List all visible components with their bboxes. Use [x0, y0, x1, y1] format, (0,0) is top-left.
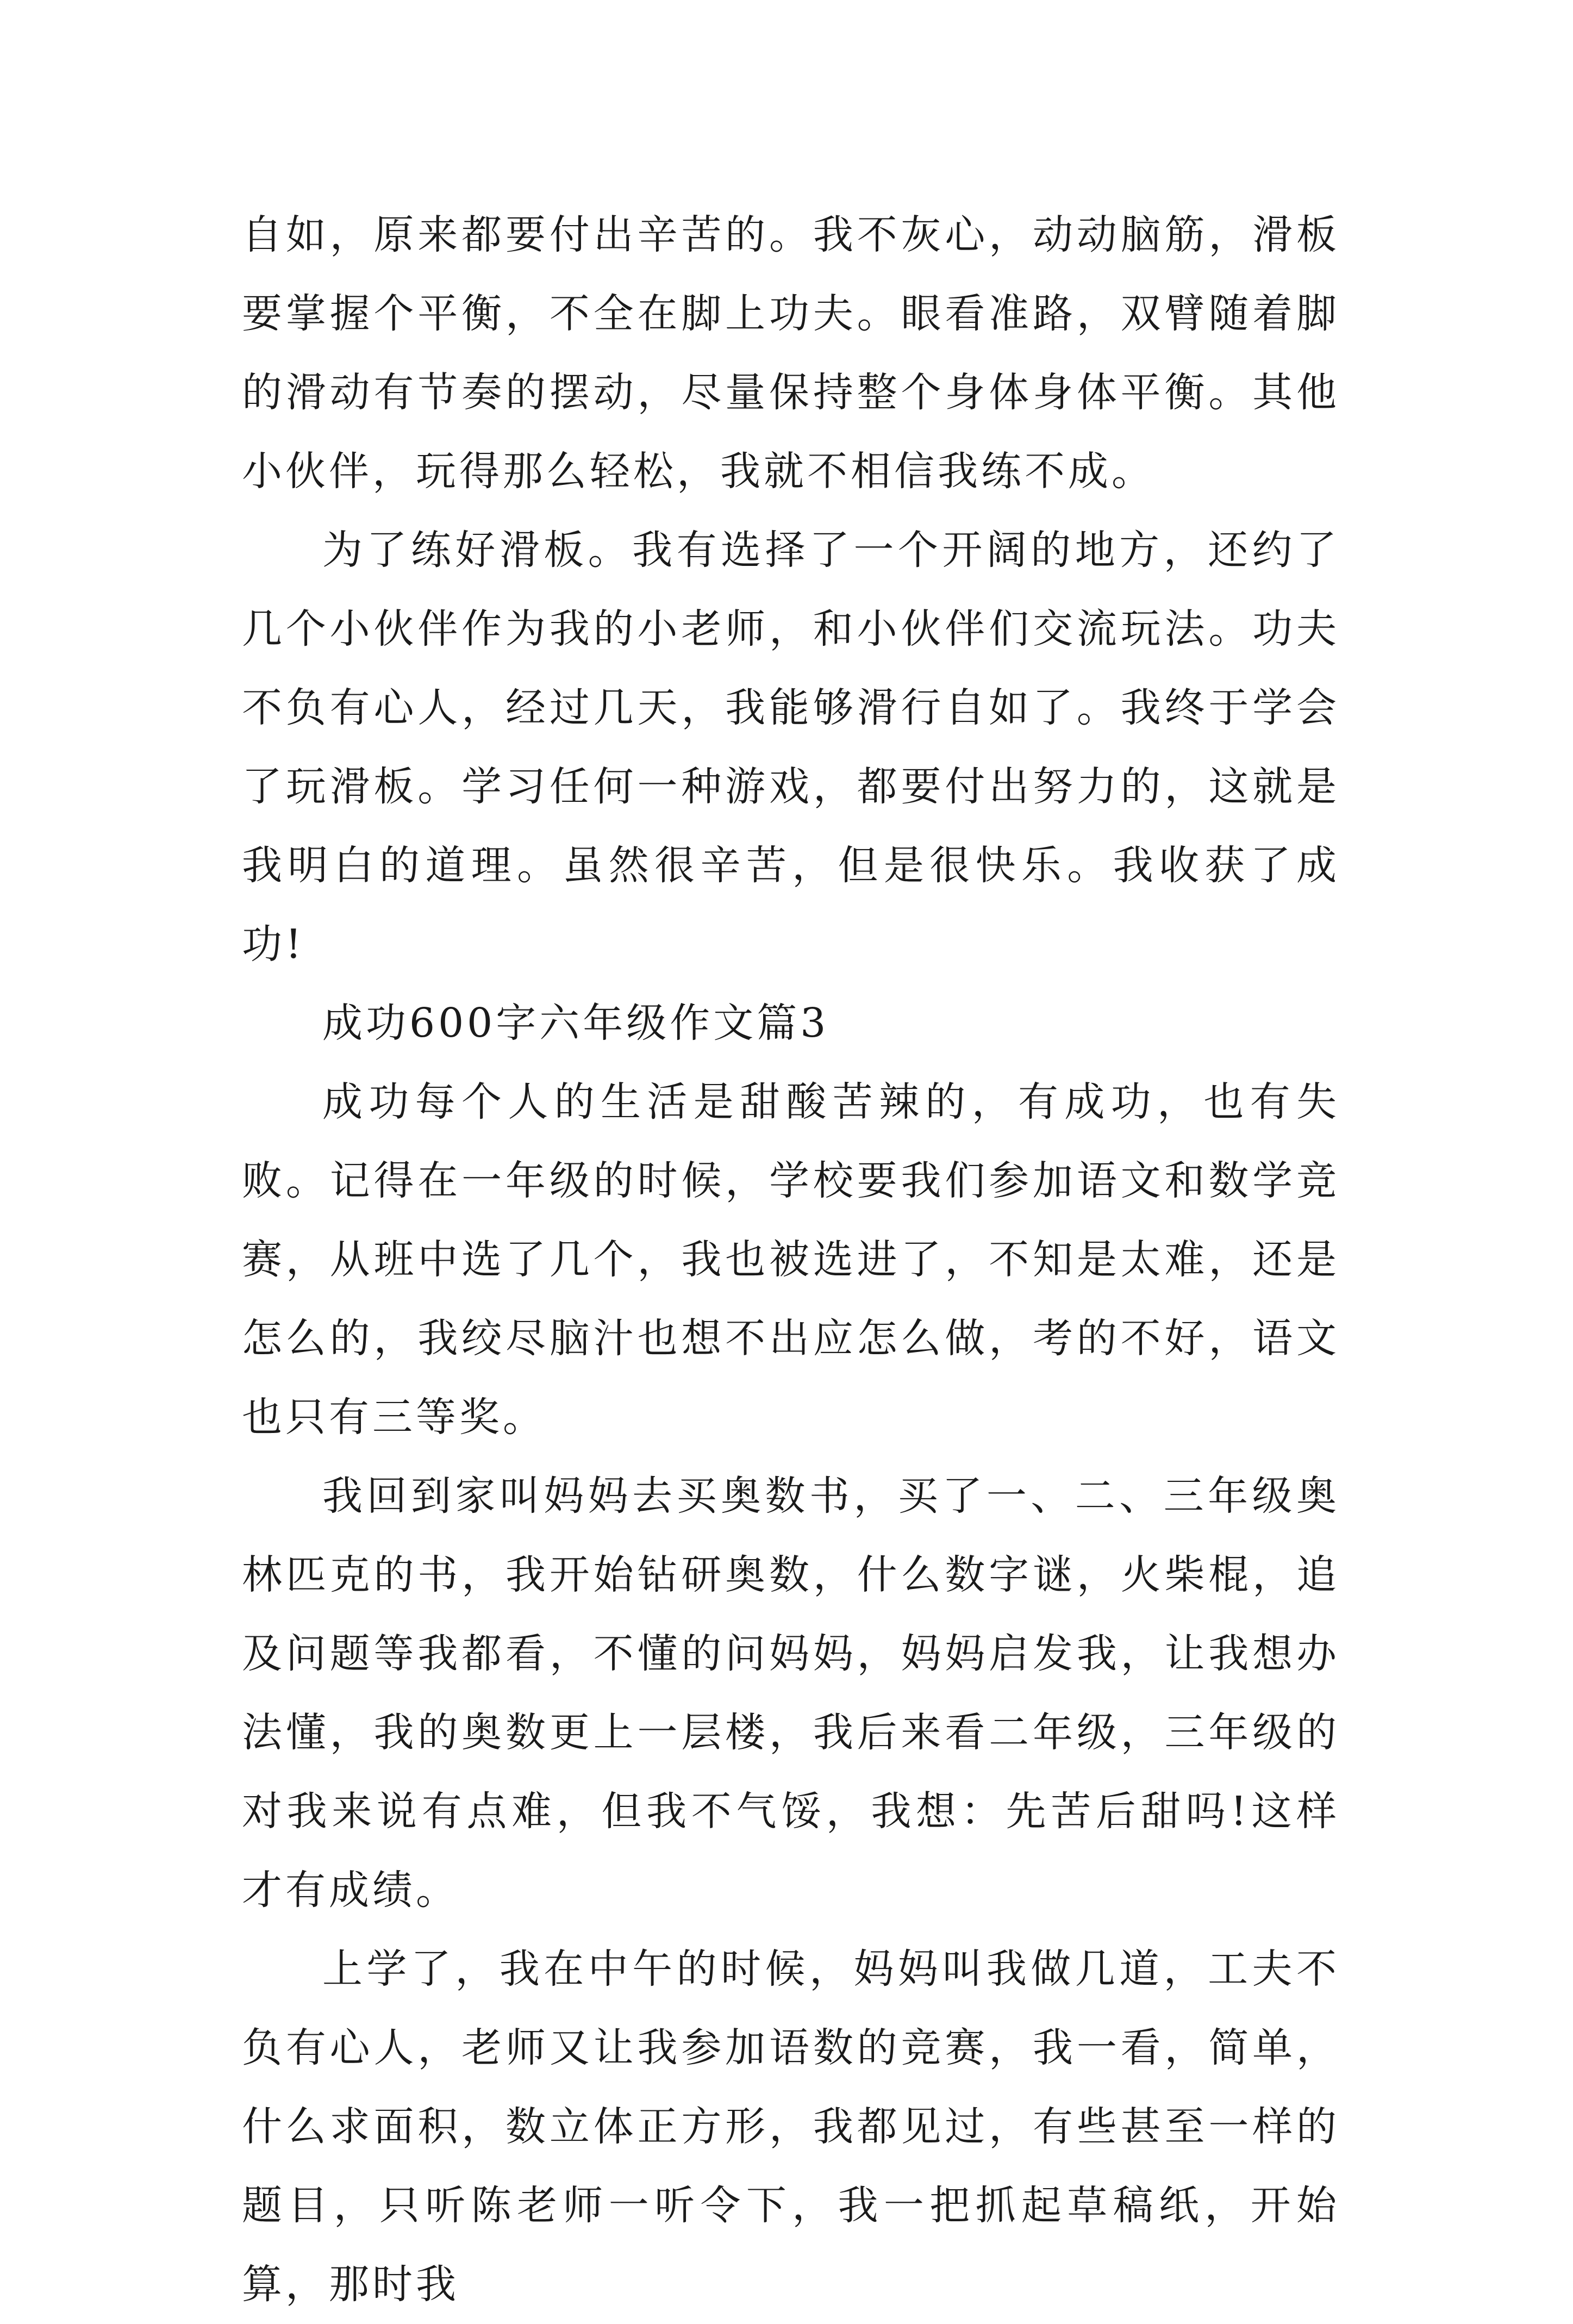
paragraph-olympiad-books: 我回到家叫妈妈去买奥数书，买了一、二、三年级奥林匹克的书，我开始钻研奥数，什么数字谜，火柴棍，追及问题等我都看，不懂的问妈妈，妈妈启发我，让我想办法懂，我的奥数更上一层楼，我后来看二年级，三年级的对我来说有点难，但我不气馁，我想：先苦后甜吗!这样才有成绩。: [242, 1473, 1340, 1914]
paragraph-skateboard-practice: 为了练好滑板。我有选择了一个开阔的地方，还约了几个小伙伴作为我的小老师，和小伙伴们交流玩法。功夫不负有心人，经过几天，我能够滑行自如了。我终于学会了玩滑板。学习任何一种游戏，都要付出努力的，这就是我明白的道理。虽然很辛苦，但是很快乐。我收获了成功!: [242, 527, 1340, 968]
paragraph-competition: 成功每个人的生活是甜酸苦辣的，有成功，也有失败。记得在一年级的时候，学校要我们参加语文和数学竞赛，从班中选了几个，我也被选进了，不知是太难，还是怎么的，我绞尽脑汁也想不出应怎么做，考的不好，语文也只有三等奖。: [242, 1079, 1340, 1441]
paragraph-continuation: 自如，原来都要付出辛苦的。我不灰心，动动脑筋，滑板要掌握个平衡，不全在脚上功夫。眼看准路，双臂随着脚的滑动有节奏的摆动，尽量保持整个身体身体平衡。其他小伙伴，玩得那么轻松，我就不相信我练不成。: [242, 211, 1340, 495]
article-body: [242, 196, 1340, 2324]
essay-heading: 成功600字六年级作文篇3: [322, 1000, 829, 1046]
paragraph-school-contest: 上学了，我在中午的时候，妈妈叫我做几道，工夫不负有心人，老师又让我参加语数的竞赛，我一看，简单，什么求面积，数立体正方形，我都见过，有些甚至一样的题目，只听陈老师一听令下，我一把抓起草稿纸，开始算，那时我: [242, 1946, 1340, 2308]
